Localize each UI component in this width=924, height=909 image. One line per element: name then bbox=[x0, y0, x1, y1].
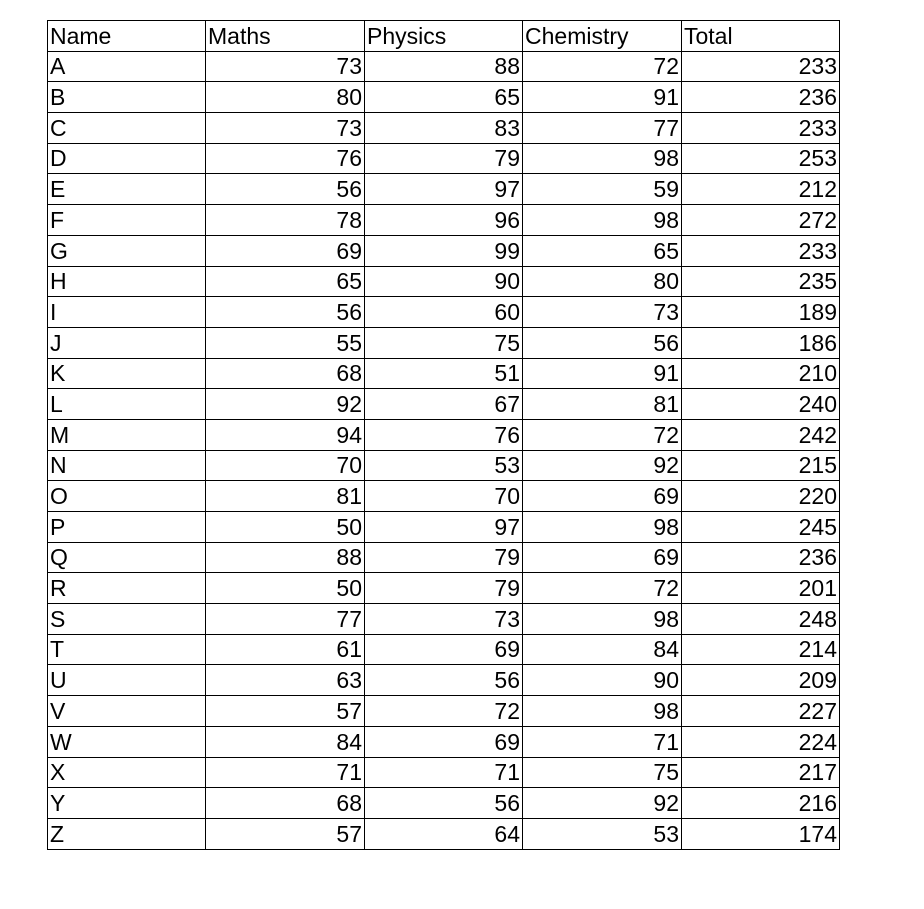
table-row bbox=[48, 542, 840, 573]
cell-maths[interactable]: 50 bbox=[206, 573, 365, 604]
table-row bbox=[48, 665, 840, 696]
cell-maths[interactable]: 63 bbox=[206, 665, 365, 696]
cell-name[interactable]: A bbox=[48, 51, 206, 82]
scores-table bbox=[47, 20, 840, 850]
table-row bbox=[48, 634, 840, 665]
cell-total[interactable]: 242 bbox=[682, 419, 840, 450]
table-row bbox=[48, 573, 840, 604]
cell-total[interactable]: 215 bbox=[682, 450, 840, 481]
cell-maths[interactable]: 76 bbox=[206, 143, 365, 174]
cell-total[interactable]: 233 bbox=[682, 235, 840, 266]
cell-physics[interactable]: 88 bbox=[365, 51, 523, 82]
cell-chemistry[interactable]: 90 bbox=[523, 665, 682, 696]
cell-physics[interactable]: 97 bbox=[365, 174, 523, 205]
table-row bbox=[48, 266, 840, 297]
cell-name[interactable]: L bbox=[48, 389, 206, 420]
cell-name[interactable]: C bbox=[48, 113, 206, 144]
cell-name[interactable]: D bbox=[48, 143, 206, 174]
table-row bbox=[48, 419, 840, 450]
cell-physics[interactable]: 56 bbox=[365, 665, 523, 696]
cell-maths[interactable]: 81 bbox=[206, 481, 365, 512]
cell-name[interactable]: Y bbox=[48, 788, 206, 819]
cell-chemistry[interactable]: 92 bbox=[523, 788, 682, 819]
cell-physics[interactable]: 73 bbox=[365, 604, 523, 635]
table-row bbox=[48, 143, 840, 174]
cell-physics[interactable]: 60 bbox=[365, 297, 523, 328]
cell-total[interactable]: 186 bbox=[682, 327, 840, 358]
cell-name[interactable]: E bbox=[48, 174, 206, 205]
cell-chemistry[interactable]: 65 bbox=[523, 235, 682, 266]
header-total[interactable]: Total bbox=[682, 21, 840, 52]
cell-physics[interactable]: 79 bbox=[365, 542, 523, 573]
cell-maths[interactable]: 57 bbox=[206, 818, 365, 849]
cell-maths[interactable]: 77 bbox=[206, 604, 365, 635]
cell-maths[interactable]: 68 bbox=[206, 788, 365, 819]
cell-chemistry[interactable]: 72 bbox=[523, 573, 682, 604]
cell-chemistry[interactable]: 84 bbox=[523, 634, 682, 665]
cell-total[interactable]: 214 bbox=[682, 634, 840, 665]
table-row bbox=[48, 450, 840, 481]
cell-total[interactable]: 245 bbox=[682, 512, 840, 543]
header-physics[interactable]: Physics bbox=[365, 21, 523, 52]
cell-physics[interactable]: 75 bbox=[365, 327, 523, 358]
cell-chemistry[interactable]: 98 bbox=[523, 512, 682, 543]
cell-chemistry[interactable]: 69 bbox=[523, 481, 682, 512]
cell-total[interactable]: 235 bbox=[682, 266, 840, 297]
cell-physics[interactable]: 65 bbox=[365, 82, 523, 113]
cell-total[interactable]: 248 bbox=[682, 604, 840, 635]
cell-maths[interactable]: 68 bbox=[206, 358, 365, 389]
cell-name[interactable]: B bbox=[48, 82, 206, 113]
cell-physics[interactable]: 71 bbox=[365, 757, 523, 788]
table-row bbox=[48, 174, 840, 205]
cell-name[interactable]: U bbox=[48, 665, 206, 696]
table-row bbox=[48, 788, 840, 819]
cell-total[interactable]: 227 bbox=[682, 696, 840, 727]
table-row bbox=[48, 358, 840, 389]
cell-name[interactable]: N bbox=[48, 450, 206, 481]
cell-chemistry[interactable]: 72 bbox=[523, 51, 682, 82]
cell-maths[interactable]: 69 bbox=[206, 235, 365, 266]
cell-total[interactable]: 224 bbox=[682, 726, 840, 757]
header-maths[interactable]: Maths bbox=[206, 21, 365, 52]
header-chemistry[interactable]: Chemistry bbox=[523, 21, 682, 52]
table-row bbox=[48, 818, 840, 849]
table-body bbox=[48, 51, 840, 849]
table-row bbox=[48, 297, 840, 328]
cell-chemistry[interactable]: 69 bbox=[523, 542, 682, 573]
cell-name[interactable]: J bbox=[48, 327, 206, 358]
table-row bbox=[48, 481, 840, 512]
cell-name[interactable]: Q bbox=[48, 542, 206, 573]
cell-maths[interactable]: 84 bbox=[206, 726, 365, 757]
table-row bbox=[48, 82, 840, 113]
cell-total[interactable]: 240 bbox=[682, 389, 840, 420]
table-row bbox=[48, 389, 840, 420]
cell-chemistry[interactable]: 98 bbox=[523, 604, 682, 635]
table-row bbox=[48, 757, 840, 788]
cell-name[interactable]: M bbox=[48, 419, 206, 450]
cell-maths[interactable]: 73 bbox=[206, 51, 365, 82]
cell-chemistry[interactable]: 56 bbox=[523, 327, 682, 358]
cell-chemistry[interactable]: 75 bbox=[523, 757, 682, 788]
cell-total[interactable]: 220 bbox=[682, 481, 840, 512]
cell-physics[interactable]: 83 bbox=[365, 113, 523, 144]
cell-maths[interactable]: 56 bbox=[206, 174, 365, 205]
cell-chemistry[interactable]: 72 bbox=[523, 419, 682, 450]
cell-maths[interactable]: 65 bbox=[206, 266, 365, 297]
cell-chemistry[interactable]: 98 bbox=[523, 696, 682, 727]
cell-chemistry[interactable]: 98 bbox=[523, 143, 682, 174]
cell-total[interactable]: 212 bbox=[682, 174, 840, 205]
cell-maths[interactable]: 57 bbox=[206, 696, 365, 727]
cell-total[interactable]: 233 bbox=[682, 113, 840, 144]
cell-maths[interactable]: 94 bbox=[206, 419, 365, 450]
cell-chemistry[interactable]: 92 bbox=[523, 450, 682, 481]
cell-total[interactable]: 272 bbox=[682, 205, 840, 236]
cell-name[interactable]: G bbox=[48, 235, 206, 266]
cell-total[interactable]: 209 bbox=[682, 665, 840, 696]
cell-physics[interactable]: 67 bbox=[365, 389, 523, 420]
cell-chemistry[interactable]: 77 bbox=[523, 113, 682, 144]
cell-physics[interactable]: 56 bbox=[365, 788, 523, 819]
cell-total[interactable]: 210 bbox=[682, 358, 840, 389]
cell-name[interactable]: P bbox=[48, 512, 206, 543]
cell-name[interactable]: W bbox=[48, 726, 206, 757]
cell-total[interactable]: 174 bbox=[682, 818, 840, 849]
table-row bbox=[48, 235, 840, 266]
table-row bbox=[48, 113, 840, 144]
cell-total[interactable]: 201 bbox=[682, 573, 840, 604]
cell-maths[interactable]: 50 bbox=[206, 512, 365, 543]
cell-chemistry[interactable]: 73 bbox=[523, 297, 682, 328]
cell-chemistry[interactable]: 98 bbox=[523, 205, 682, 236]
cell-physics[interactable]: 70 bbox=[365, 481, 523, 512]
cell-name[interactable]: R bbox=[48, 573, 206, 604]
cell-maths[interactable]: 78 bbox=[206, 205, 365, 236]
cell-chemistry[interactable]: 81 bbox=[523, 389, 682, 420]
cell-physics[interactable]: 96 bbox=[365, 205, 523, 236]
table-row bbox=[48, 51, 840, 82]
cell-maths[interactable]: 61 bbox=[206, 634, 365, 665]
cell-name[interactable]: I bbox=[48, 297, 206, 328]
cell-total[interactable]: 189 bbox=[682, 297, 840, 328]
cell-total[interactable]: 217 bbox=[682, 757, 840, 788]
cell-physics[interactable]: 51 bbox=[365, 358, 523, 389]
table-row bbox=[48, 512, 840, 543]
cell-chemistry[interactable]: 91 bbox=[523, 82, 682, 113]
cell-physics[interactable]: 99 bbox=[365, 235, 523, 266]
table-row bbox=[48, 327, 840, 358]
cell-physics[interactable]: 69 bbox=[365, 634, 523, 665]
cell-physics[interactable]: 97 bbox=[365, 512, 523, 543]
cell-total[interactable]: 253 bbox=[682, 143, 840, 174]
cell-maths[interactable]: 92 bbox=[206, 389, 365, 420]
cell-maths[interactable]: 70 bbox=[206, 450, 365, 481]
cell-chemistry[interactable]: 91 bbox=[523, 358, 682, 389]
cell-physics[interactable]: 72 bbox=[365, 696, 523, 727]
table-row bbox=[48, 604, 840, 635]
cell-physics[interactable]: 79 bbox=[365, 143, 523, 174]
cell-physics[interactable]: 90 bbox=[365, 266, 523, 297]
header-name[interactable]: Name bbox=[48, 21, 206, 52]
cell-physics[interactable]: 79 bbox=[365, 573, 523, 604]
cell-chemistry[interactable]: 80 bbox=[523, 266, 682, 297]
cell-maths[interactable]: 80 bbox=[206, 82, 365, 113]
cell-name[interactable]: F bbox=[48, 205, 206, 236]
table-row bbox=[48, 696, 840, 727]
cell-chemistry[interactable]: 71 bbox=[523, 726, 682, 757]
cell-name[interactable]: V bbox=[48, 696, 206, 727]
cell-name[interactable]: H bbox=[48, 266, 206, 297]
cell-name[interactable]: Z bbox=[48, 818, 206, 849]
cell-name[interactable]: X bbox=[48, 757, 206, 788]
cell-maths[interactable]: 88 bbox=[206, 542, 365, 573]
cell-physics[interactable]: 76 bbox=[365, 419, 523, 450]
header-row bbox=[48, 21, 840, 52]
cell-total[interactable]: 236 bbox=[682, 542, 840, 573]
cell-chemistry[interactable]: 59 bbox=[523, 174, 682, 205]
cell-total[interactable]: 216 bbox=[682, 788, 840, 819]
cell-name[interactable]: O bbox=[48, 481, 206, 512]
cell-physics[interactable]: 69 bbox=[365, 726, 523, 757]
cell-maths[interactable]: 71 bbox=[206, 757, 365, 788]
cell-physics[interactable]: 53 bbox=[365, 450, 523, 481]
cell-maths[interactable]: 55 bbox=[206, 327, 365, 358]
cell-total[interactable]: 233 bbox=[682, 51, 840, 82]
cell-maths[interactable]: 73 bbox=[206, 113, 365, 144]
cell-maths[interactable]: 56 bbox=[206, 297, 365, 328]
table-row bbox=[48, 726, 840, 757]
table-row bbox=[48, 205, 840, 236]
cell-total[interactable]: 236 bbox=[682, 82, 840, 113]
cell-name[interactable]: S bbox=[48, 604, 206, 635]
cell-chemistry[interactable]: 53 bbox=[523, 818, 682, 849]
cell-name[interactable]: T bbox=[48, 634, 206, 665]
cell-name[interactable]: K bbox=[48, 358, 206, 389]
cell-physics[interactable]: 64 bbox=[365, 818, 523, 849]
